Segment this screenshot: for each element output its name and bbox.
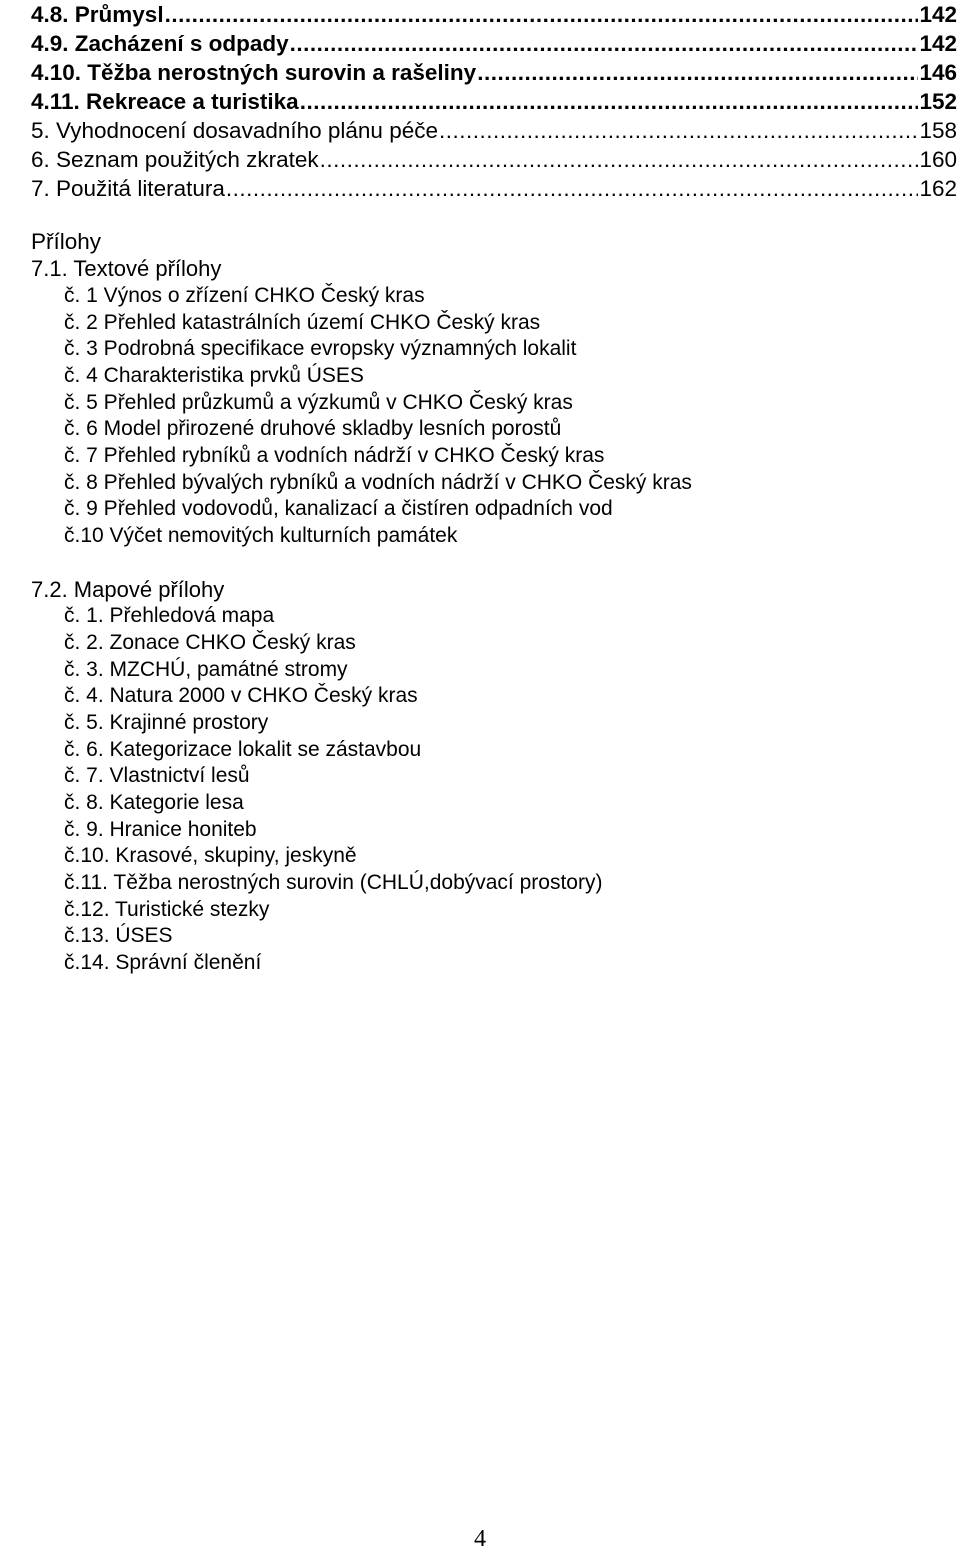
text-appendix-item: č. 7 Přehled rybníků a vodních nádrží v CHKO Český kras [64,444,605,467]
toc-entry-title: 7. Použitá literatura [31,176,225,201]
toc-entry-page: 160 [919,147,957,172]
text-appendix-item: č. 6 Model přirozené druhové skladby lesních porostů [64,417,562,440]
page-number: 4 [474,1526,486,1552]
map-appendix-item: č. 9. Hranice honiteb [64,818,257,841]
toc-dot-leader [477,59,918,87]
text-appendix-item: č. 2 Přehled katastrálních území CHKO Český kras [64,311,541,334]
text-appendix-item: č. 4 Charakteristika prvků ÚSES [64,364,364,387]
map-appendix-item: č.13. ÚSES [64,924,173,947]
toc-dot-leader [439,117,918,145]
toc-entry-page: 146 [919,60,957,85]
toc-entry-6[interactable] [31,146,957,174]
map-appendix-item: č.10. Krasové, skupiny, jeskyně [64,844,357,867]
text-appendix-item: č. 1 Výnos o zřízení CHKO Český kras [64,284,425,307]
toc-entry-4-11[interactable] [31,88,957,116]
map-appendices-heading: 7.2. Mapové přílohy [31,577,225,602]
toc-dot-leader [300,88,919,116]
toc-entry-page: 158 [919,118,957,143]
toc-dot-leader [226,175,919,203]
map-appendix-item: č. 4. Natura 2000 v CHKO Český kras [64,684,418,707]
text-appendix-item: č. 3 Podrobná specifikace evropsky významných lokalit [64,337,577,360]
text-appendices-heading: 7.1. Textové přílohy [31,256,222,281]
toc-dot-leader [165,1,919,29]
toc-entry-page: 152 [919,89,957,114]
toc-entry-title: 4.10. Těžba nerostných surovin a rašeliny [31,60,477,85]
map-appendix-item: č.12. Turistické stezky [64,898,270,921]
toc-entry-title: 6. Seznam použitých zkratek [31,147,319,172]
text-appendix-item: č.10 Výčet nemovitých kulturních památek [64,524,458,547]
map-appendix-item: č. 7. Vlastnictví lesů [64,764,250,787]
map-appendix-item: č. 5. Krajinné prostory [64,711,269,734]
toc-entry-page: 142 [919,2,957,27]
text-appendix-item: č. 9 Přehled vodovodů, kanalizací a čistíren odpadních vod [64,497,613,520]
map-appendix-item: č.14. Správní členění [64,951,262,974]
map-appendix-item: č. 3. MZCHÚ, památné stromy [64,658,348,681]
appendices-heading: Přílohy [31,229,102,254]
toc-entry-4-8[interactable] [31,1,957,29]
toc-entry-title: 4.9. Zacházení s odpady [31,31,289,56]
toc-entry-page: 162 [919,176,957,201]
toc-entry-4-10[interactable] [31,59,957,87]
text-appendix-item: č. 5 Přehled průzkumů a výzkumů v CHKO Český kras [64,391,573,414]
toc-entry-7[interactable] [31,175,957,203]
map-appendix-item: č.11. Těžba nerostných surovin (CHLÚ,dobývací prostory) [64,871,603,894]
toc-entry-page: 142 [919,31,957,56]
toc-entry-title: 4.8. Průmysl [31,2,164,27]
toc-entry-title: 5. Vyhodnocení dosavadního plánu péče [31,118,438,143]
map-appendix-item: č. 1. Přehledová mapa [64,604,275,627]
map-appendix-item: č. 2. Zonace CHKO Český kras [64,631,356,654]
text-appendix-item: č. 8 Přehled bývalých rybníků a vodních nádrží v CHKO Český kras [64,471,692,494]
map-appendix-item: č. 8. Kategorie lesa [64,791,244,814]
toc-dot-leader [290,30,919,58]
toc-entry-4-9[interactable] [31,30,957,58]
toc-entry-title: 4.11. Rekreace a turistika [31,89,299,114]
toc-dot-leader [320,146,919,174]
toc-entry-5[interactable] [31,117,957,145]
map-appendix-item: č. 6. Kategorizace lokalit se zástavbou [64,738,422,761]
